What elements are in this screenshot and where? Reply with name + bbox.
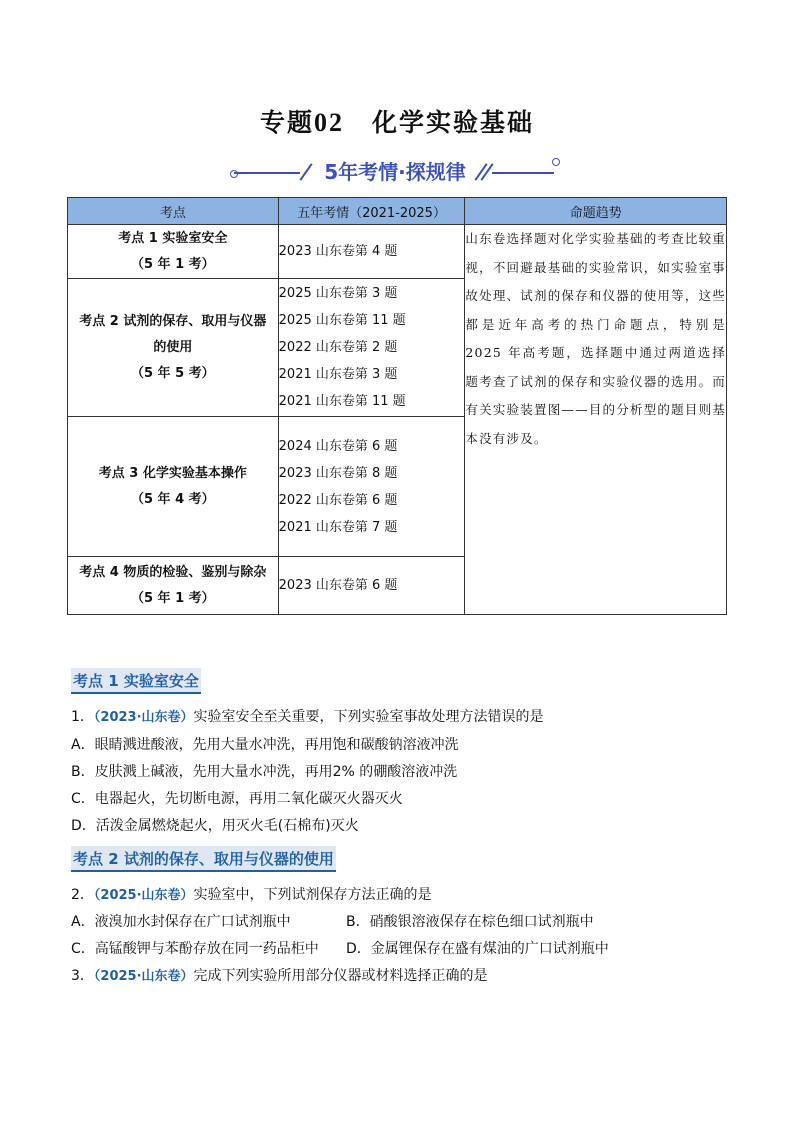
question-number: 1． (71, 709, 94, 725)
option-b: B．硝酸银溶液保存在棕色细口试剂瓶中 (346, 914, 594, 930)
years-cell (278, 225, 465, 279)
year-item: 2021 山东卷第 7 题 (278, 519, 398, 535)
option-c: C．高锰酸钾与苯酚存放在同一药品柜中 (71, 941, 319, 957)
banner-line-left (234, 172, 300, 174)
option-a: A．眼睛溅进酸液，先用大量水冲洗，再用饱和碳酸钠溶液冲洗 (71, 737, 459, 753)
year-item: 2025 山东卷第 11 题 (278, 313, 406, 328)
section-banner (230, 156, 560, 184)
question-text: 完成下列实验所用部分仪器或材料选择正确的是 (193, 968, 488, 984)
question-text: 实验室安全至关重要，下列实验室事故处理方法错误的是 (193, 709, 544, 725)
table-header-row (68, 198, 727, 225)
banner-dot-right (552, 158, 560, 166)
question-2-stem (71, 884, 432, 904)
years-cell (278, 557, 465, 615)
year-item: 2022 山东卷第 6 题 (278, 492, 398, 508)
banner-line-right (492, 172, 554, 174)
year-item: 2023 山东卷第 8 题 (278, 465, 398, 481)
option-b: B．皮肤溅上碱液，先用大量水冲洗，再用2% 的硼酸溶液冲洗 (71, 764, 458, 780)
question-number: 3． (71, 968, 94, 984)
section-heading-1: 考点 1 实验室安全 (71, 668, 201, 694)
kaodian-line: 考点 2 试剂的保存、取用与仪器 (79, 313, 267, 329)
header-cell: 考点 (68, 198, 279, 225)
kaodian-line: （5 年 1 考） (130, 590, 215, 606)
question-source: （2025·山东卷） (93, 888, 194, 903)
year-item: 2025 山东卷第 3 题 (278, 286, 398, 301)
question-source: （2023·山东卷） (93, 710, 194, 725)
kaodian-line: （5 年 4 考） (130, 491, 215, 507)
banner-text: 5年考情·探规律 (324, 160, 466, 184)
year-item: 2021 山东卷第 11 题 (278, 394, 406, 409)
years-cell (278, 417, 465, 557)
kaodian-line: （5 年 5 考） (130, 365, 215, 381)
table-row (68, 225, 727, 279)
option-c: C．电器起火，先切断电源，再用二氧化碳灭火器灭火 (71, 791, 403, 807)
kaodian-line: 的使用 (153, 339, 193, 355)
year-item: 2022 山东卷第 2 题 (278, 340, 398, 355)
year-item: 2024 山东卷第 6 题 (278, 438, 398, 454)
kaodian-cell (68, 417, 279, 557)
option-a: A．液溴加水封保存在广口试剂瓶中 (71, 914, 291, 930)
header-cell: 命题趋势 (465, 198, 727, 225)
question-1-stem (71, 706, 544, 726)
year-item: 2023 山东卷第 4 题 (278, 244, 398, 259)
year-item: 2023 山东卷第 6 题 (278, 578, 398, 593)
header-cell: 五年考情（2021-2025） (278, 198, 465, 225)
trend-cell: 山东卷选择题对化学实验基础的考查比较重视，不回避最基础的实验常识，如实验室事故处理、试剂的保存和仪器的使用等，这些都是近年高考的热门命题点，特别是 2025 年高考题，选择题中通过两道选择题考查了试剂的保存和实验仪器的选用。而有关实验装置图——目的分析型的题目则基本没有涉及。 (465, 225, 727, 615)
kaodian-line: 考点 3 化学实验基本操作 (98, 465, 247, 481)
option-d: D．活泼金属燃烧起火，用灭火毛(石棉布)灭火 (71, 818, 359, 834)
kaodian-line: 考点 4 物质的检验、鉴别与除杂 (79, 564, 267, 580)
title-name: 化学实验基础 (372, 108, 535, 137)
page-title (0, 103, 794, 139)
title-number: 02 (314, 108, 344, 137)
kaodian-cell (68, 279, 279, 417)
kaodian-cell (68, 225, 279, 279)
question-text: 实验室中，下列试剂保存方法正确的是 (193, 887, 432, 903)
year-item: 2021 山东卷第 3 题 (278, 367, 398, 382)
section-heading-2: 考点 2 试剂的保存、取用与仪器的使用 (71, 846, 336, 872)
question-number: 2． (71, 887, 94, 903)
exam-analysis-table (67, 197, 727, 615)
kaodian-cell (68, 557, 279, 615)
question-source: （2025·山东卷） (93, 969, 194, 984)
option-d: D．金属锂保存在盛有煤油的广口试剂瓶中 (346, 941, 609, 957)
kaodian-line: 考点 1 实验室安全 (118, 230, 228, 246)
years-cell (278, 279, 465, 417)
question-3-stem (71, 965, 488, 985)
kaodian-line: （5 年 1 考） (130, 256, 215, 272)
title-prefix: 专题 (259, 108, 314, 137)
